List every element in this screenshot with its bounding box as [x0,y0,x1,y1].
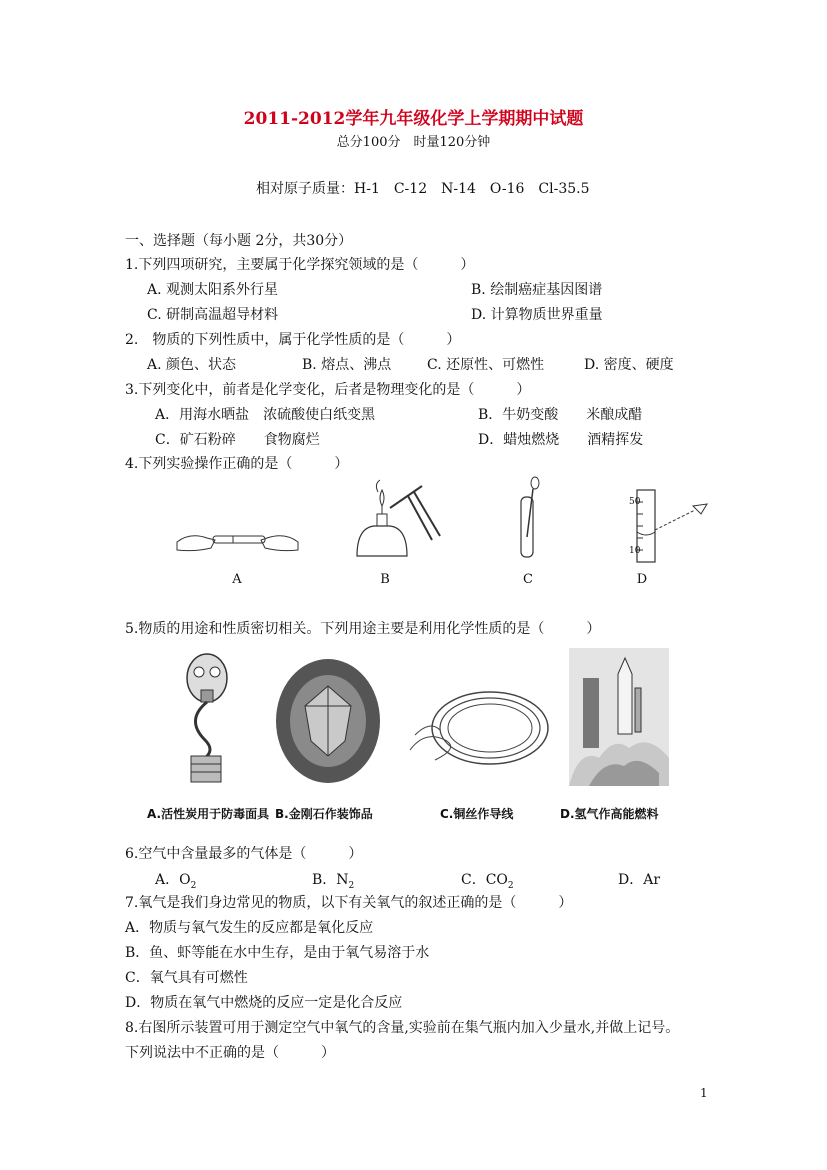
question-1-stem: 1.下列四项研究，主要属于化学探究领域的是（ ） [125,257,475,273]
q6-option-d: D．Ar [618,872,661,888]
figure-4b-label: B [380,572,390,587]
q6-option-b: B．$N_2$ [312,872,355,891]
question-5-stem: 5.物质的用途和性质密切相关。下列用途主要是利用化学性质的是（ ） [125,621,601,637]
figure-4a-tube-hands [175,518,300,558]
figure-5d-rocket-launch [569,648,669,786]
figure-4d-scale-top: 50 [629,497,641,507]
figure-5a-caption: A.活性炭用于防毒面具 [147,807,270,821]
figure-5b-diamond [273,656,383,786]
q7-option-b: B．鱼、虾等能在水中生存，是由于氧气易溶于水 [125,945,430,961]
section-heading: 一、选择题（每小题 2分，共30分） [125,233,353,249]
question-8-stem-line1: 8.右图所示装置可用于测定空气中氧气的含量,实验前在集气瓶内加入少量水,并做上记号。 [125,1020,680,1036]
q3-option-a: A．用海水晒盐 浓硫酸使白纸变黑 [155,407,376,423]
question-4-stem: 4.下列实验操作正确的是（ ） [125,456,349,472]
q1-option-b: B. 绘制癌症基因图谱 [471,282,603,298]
q3-option-d: D．蜡烛燃烧 酒精挥发 [478,432,644,448]
q2-option-c: C. 还原性、可燃性 [427,357,545,373]
question-2-stem: 2. 物质的下列性质中，属于化学性质的是（ ） [125,332,461,348]
figure-4d-label: D [636,572,648,587]
figure-4b-alcohol-lamp [352,478,447,563]
figure-4a-label: A [232,572,242,587]
figure-4d-scale-bottom: 10 [629,546,641,556]
q7-option-c: C．氧气具有可燃性 [125,970,248,986]
question-8-stem-line2: 下列说法中不正确的是（ ） [125,1045,335,1061]
question-7-stem: 7.氧气是我们身边常见的物质，以下有关氧气的叙述正确的是（ ） [125,895,573,911]
q6-option-a: A．$O_2$ [155,872,197,891]
q1-option-d: D. 计算物质世界重量 [471,307,603,323]
question-6-stem: 6.空气中含量最多的气体是（ ） [125,846,363,862]
figure-5a-gas-mask [175,650,245,785]
page-number: 1 [700,1086,708,1100]
q2-option-a: A. 颜色、状态 [147,357,237,373]
q6-option-c: C．$CO_2$ [461,872,514,891]
figure-4c-label: C [523,572,533,587]
figure-5d-caption: D.氢气作高能燃料 [560,807,659,821]
question-3-stem: 3.下列变化中，前者是化学变化，后者是物理变化的是（ ） [125,382,531,398]
q7-option-a: A．物质与氧气发生的反应都是氧化反应 [125,920,374,936]
q3-option-b: B．牛奶变酸 米酿成醋 [478,407,643,423]
exam-title: 2011-2012学年九年级化学上学期期中试题 [243,109,584,129]
figure-5c-caption: C.铜丝作导线 [440,807,514,821]
q2-option-b: B. 熔点、沸点 [302,357,392,373]
q1-option-a: A. 观测太阳系外行星 [147,282,279,298]
figure-5b-caption: B.金刚石作装饰品 [275,807,373,821]
figure-5c-copper-wire [405,680,555,780]
q3-option-c: C．矿石粉碎 食物腐烂 [155,432,320,448]
q1-option-c: C. 研制高温超导材料 [147,307,279,323]
figure-4c-dropper-tube [513,475,543,565]
q2-option-d: D. 密度、硬度 [584,357,674,373]
q7-option-d: D．物质在氧气中燃烧的反应一定是化合反应 [125,995,403,1011]
atomic-mass-line: 相对原子质量：H-1 C-12 N-14 O-16 Cl-35.5 [256,181,590,197]
exam-subtitle: 总分100分 时量120分钟 [336,135,491,150]
